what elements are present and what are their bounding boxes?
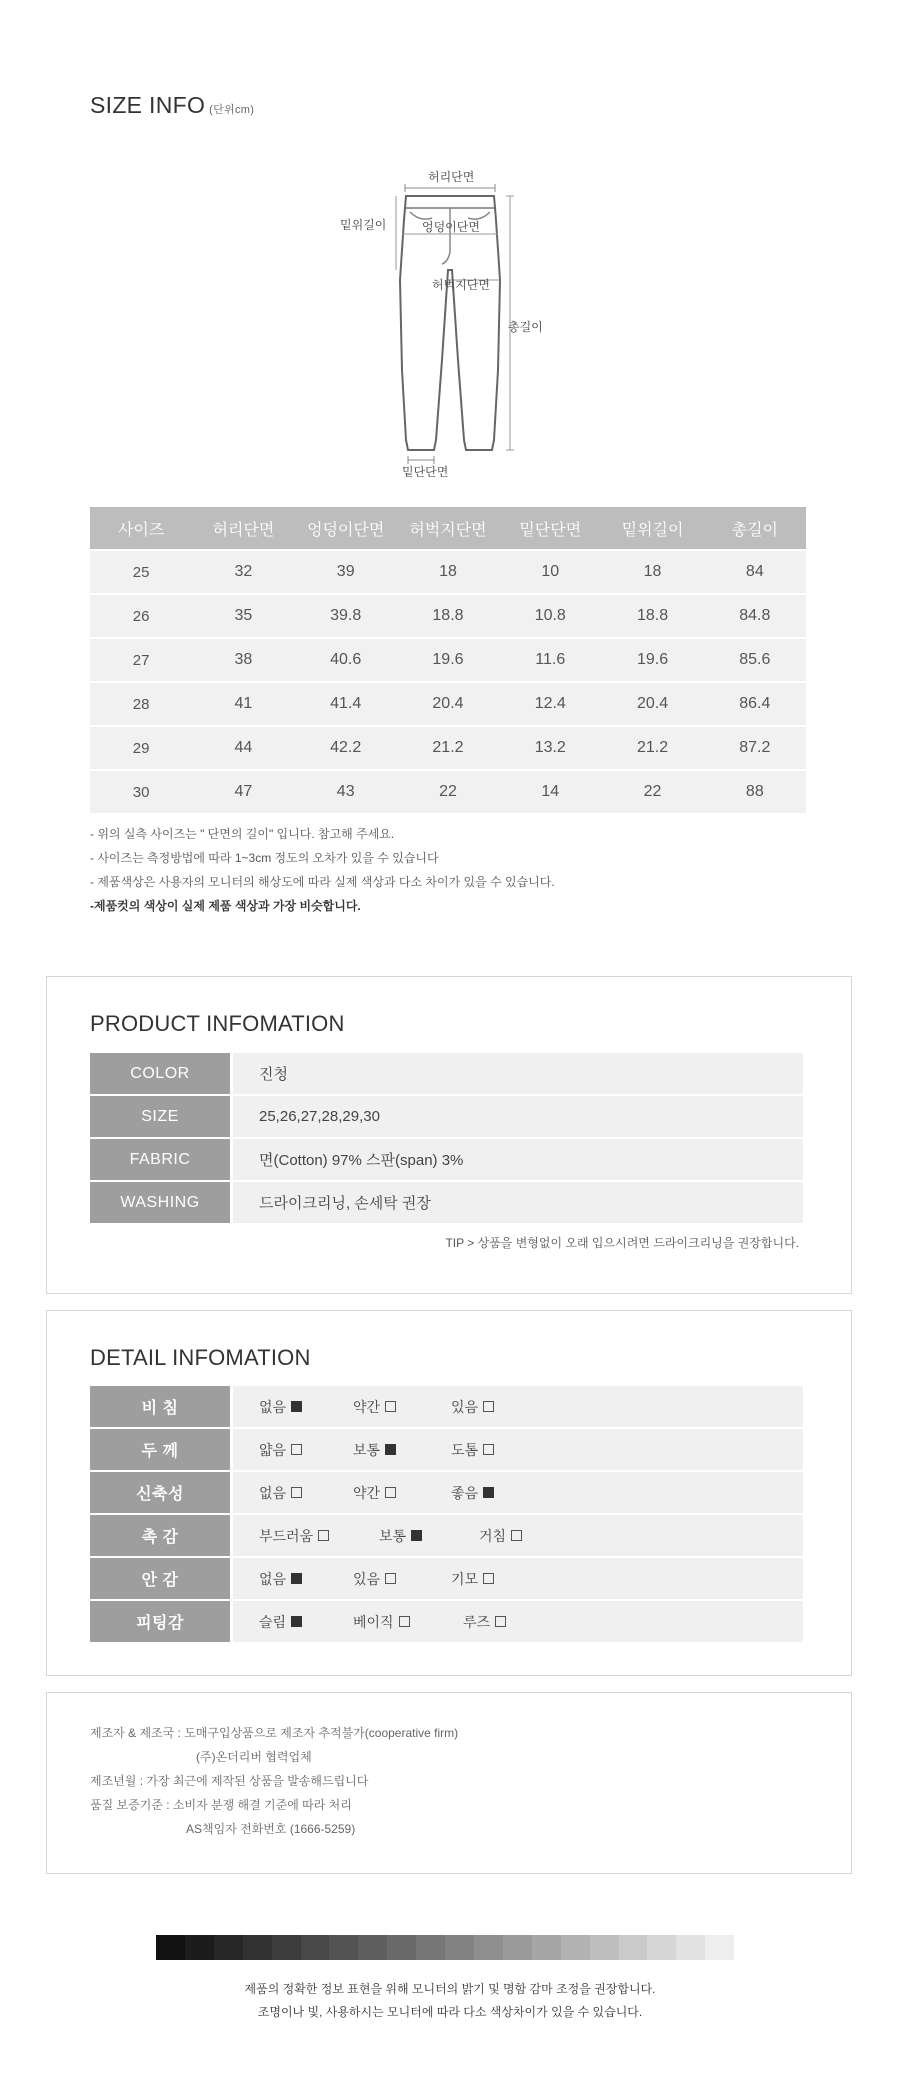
note-line: - 제품색상은 사용자의 모니터의 해상도에 따라 실제 색상과 다소 차이가 있을 수 있습니다. xyxy=(90,875,555,889)
gray-swatch xyxy=(358,1935,387,1960)
table-cell: 27 xyxy=(132,651,150,669)
table-cell: 84.8 xyxy=(739,607,771,624)
option-label: 약간 xyxy=(353,1398,381,1415)
checked-box-icon xyxy=(483,1487,494,1498)
table-row xyxy=(90,639,806,681)
empty-box-icon xyxy=(483,1444,494,1455)
table-row xyxy=(90,683,806,725)
table-cell: 25 xyxy=(132,563,150,581)
notice-line: 제품의 정확한 정보 표현을 위해 모니터의 밝기 및 명함 감마 조정을 권장합니다. xyxy=(244,1982,656,1996)
manufacturer-line: 제조년월 : 가장 최근에 제작된 상품을 발송해드립니다 xyxy=(90,1774,369,1788)
table-cell: 39 xyxy=(336,563,355,580)
empty-box-icon xyxy=(399,1616,410,1627)
option-label: 보통 xyxy=(379,1527,407,1544)
note-line: - 사이즈는 측정방법에 따라 1~3cm 정도의 오차가 있을 수 있습니다 xyxy=(90,851,439,865)
table-cell: 38 xyxy=(234,651,253,668)
option xyxy=(259,1440,302,1460)
row-label: WASHING xyxy=(90,1182,230,1223)
gray-swatch xyxy=(619,1935,648,1960)
empty-box-icon xyxy=(495,1616,506,1627)
option xyxy=(353,1569,396,1589)
table-cell: 84 xyxy=(745,563,764,580)
note-line: - 위의 실측 사이즈는 " 단면의 길이" 입니다. 참고해 주세요. xyxy=(90,827,395,841)
row-label: 촉 감 xyxy=(90,1515,230,1556)
table-row xyxy=(90,551,806,593)
option xyxy=(353,1440,396,1460)
option xyxy=(259,1397,302,1417)
table-cell: 18 xyxy=(643,563,662,580)
option xyxy=(451,1483,494,1503)
option-label: 보통 xyxy=(353,1441,381,1458)
table-cell: 41.4 xyxy=(330,695,362,712)
product-info-row-color xyxy=(90,1053,803,1094)
empty-box-icon xyxy=(483,1401,494,1412)
table-cell: 22 xyxy=(643,783,662,800)
checked-box-icon xyxy=(291,1401,302,1412)
table-cell: 43 xyxy=(336,783,355,800)
table-cell: 41 xyxy=(234,695,253,712)
detail-info-table xyxy=(90,1386,803,1644)
size-table-header xyxy=(90,507,806,549)
table-cell: 44 xyxy=(234,739,253,756)
table-cell: 21.2 xyxy=(636,739,669,756)
table-cell: 12.4 xyxy=(534,695,566,712)
table-cell: 18 xyxy=(439,563,457,580)
row-value: 25,26,27,28,29,30 xyxy=(233,1096,803,1137)
option-label: 부드러움 xyxy=(259,1527,314,1544)
table-cell: 19.6 xyxy=(636,651,669,668)
header-cell: 밑위길이 xyxy=(621,521,684,539)
row-options xyxy=(233,1558,803,1599)
table-cell: 32 xyxy=(234,563,253,580)
option xyxy=(463,1612,506,1632)
manufacturer-line: (주)온더리버 협력업체 xyxy=(196,1750,312,1764)
gray-swatch xyxy=(561,1935,590,1960)
detail-info-box xyxy=(46,1310,852,1676)
row-label: 두 께 xyxy=(90,1429,230,1470)
detail-info-row xyxy=(90,1386,803,1427)
option-label: 없음 xyxy=(259,1398,287,1415)
gray-swatch xyxy=(243,1935,272,1960)
option-label: 없음 xyxy=(259,1484,287,1501)
table-cell: 19.6 xyxy=(432,651,464,668)
option xyxy=(259,1612,302,1632)
table-cell: 35 xyxy=(234,607,253,624)
detail-info-row xyxy=(90,1601,803,1642)
pants-measurement-diagram xyxy=(330,160,570,490)
row-label: FABRIC xyxy=(90,1139,230,1180)
option xyxy=(451,1569,494,1589)
row-options xyxy=(233,1386,803,1427)
detail-info-title: DETAIL INFOMATION xyxy=(90,1345,311,1370)
table-row xyxy=(90,727,806,769)
manufacturer-line: AS책임자 전화번호 (1666-5259) xyxy=(186,1822,356,1836)
detail-info-row xyxy=(90,1515,803,1556)
row-label: 비 침 xyxy=(90,1386,230,1427)
checked-box-icon xyxy=(385,1444,396,1455)
option xyxy=(259,1483,302,1503)
option-label: 베이직 xyxy=(353,1613,394,1630)
checked-box-icon xyxy=(411,1530,422,1541)
table-cell: 40.6 xyxy=(330,651,362,668)
row-label: 피팅감 xyxy=(90,1601,230,1642)
gray-swatch xyxy=(156,1935,185,1960)
table-cell: 26 xyxy=(132,607,150,625)
label-rise: 밑위길이 xyxy=(340,218,387,232)
row-label: 신축성 xyxy=(90,1472,230,1513)
washing-tip: TIP > 상품을 변형없이 오래 입으시려면 드라이크리닝을 권장합니다. xyxy=(445,1236,799,1250)
option xyxy=(451,1440,494,1460)
gray-swatch xyxy=(590,1935,619,1960)
table-cell: 47 xyxy=(234,783,253,800)
table-cell: 30 xyxy=(132,783,150,801)
empty-box-icon xyxy=(385,1573,396,1584)
product-info-box xyxy=(46,976,852,1294)
option xyxy=(353,1483,396,1503)
product-info-table xyxy=(90,1053,803,1225)
product-info-title: PRODUCT INFOMATION xyxy=(90,1011,345,1036)
gray-swatch xyxy=(214,1935,243,1960)
table-cell: 18.8 xyxy=(432,607,464,624)
header-cell: 총길이 xyxy=(731,521,779,539)
header-cell: 엉덩이단면 xyxy=(307,521,385,539)
option xyxy=(259,1526,329,1546)
option xyxy=(259,1569,302,1589)
option xyxy=(353,1612,410,1632)
row-value: 진청 xyxy=(233,1053,803,1094)
row-options xyxy=(233,1515,803,1556)
table-cell: 39.8 xyxy=(330,607,362,624)
option xyxy=(379,1526,422,1546)
gray-swatch xyxy=(301,1935,330,1960)
table-cell: 13.2 xyxy=(534,739,566,756)
gray-swatch xyxy=(676,1935,705,1960)
label-hip: 엉덩이단면 xyxy=(422,220,480,234)
header-cell: 밑단단면 xyxy=(519,521,582,539)
empty-box-icon xyxy=(483,1573,494,1584)
table-cell: 21.2 xyxy=(432,739,464,756)
gray-swatch xyxy=(474,1935,503,1960)
table-cell: 29 xyxy=(132,739,150,757)
table-cell: 86.4 xyxy=(739,695,771,712)
product-info-row-size xyxy=(90,1096,803,1137)
table-cell: 11.6 xyxy=(535,651,566,668)
product-info-row-washing xyxy=(90,1182,803,1223)
option-label: 얇음 xyxy=(259,1441,287,1458)
manufacturer-line: 품질 보증기준 : 소비자 분쟁 해결 기준에 따라 처리 xyxy=(90,1798,352,1812)
option-label: 루즈 xyxy=(463,1613,491,1630)
notice-line: 조명이나 빛, 사용하시는 모니터에 따라 다소 색상차이가 있을 수 있습니다. xyxy=(257,2005,643,2019)
gray-swatch xyxy=(647,1935,676,1960)
empty-box-icon xyxy=(511,1530,522,1541)
header-cell: 허벅지단면 xyxy=(409,521,487,539)
manufacturer-lines xyxy=(90,1721,458,1841)
row-value: 면(Cotton) 97% 스판(span) 3% xyxy=(233,1139,803,1180)
option-label: 도톰 xyxy=(451,1441,479,1458)
gray-swatch xyxy=(445,1935,474,1960)
empty-box-icon xyxy=(291,1444,302,1455)
table-cell: 20.4 xyxy=(636,695,669,712)
table-row xyxy=(90,595,806,637)
option-label: 있음 xyxy=(353,1570,381,1587)
checked-box-icon xyxy=(291,1616,302,1627)
table-cell: 22 xyxy=(439,783,457,800)
gray-swatch xyxy=(416,1935,445,1960)
option xyxy=(353,1397,396,1417)
table-cell: 87.2 xyxy=(739,739,771,756)
option xyxy=(479,1526,522,1546)
grayscale-calibration-strip xyxy=(156,1935,734,1960)
option xyxy=(451,1397,494,1417)
row-options xyxy=(233,1472,803,1513)
table-cell: 18.8 xyxy=(636,607,669,624)
option-label: 좋음 xyxy=(451,1484,479,1501)
gray-swatch xyxy=(329,1935,358,1960)
label-length: 총길이 xyxy=(508,320,543,334)
empty-box-icon xyxy=(318,1530,329,1541)
checked-box-icon xyxy=(291,1573,302,1584)
row-options xyxy=(233,1429,803,1470)
option-label: 기모 xyxy=(451,1570,479,1587)
table-cell: 10.8 xyxy=(534,607,566,624)
row-label: SIZE xyxy=(90,1096,230,1137)
option-label: 약간 xyxy=(353,1484,381,1501)
table-cell: 88 xyxy=(745,783,764,800)
gray-swatch xyxy=(272,1935,301,1960)
gray-swatch xyxy=(387,1935,416,1960)
label-waist: 허리단면 xyxy=(428,170,475,184)
size-info-title-text: SIZE INFO xyxy=(90,92,206,118)
table-cell: 10 xyxy=(541,563,560,580)
empty-box-icon xyxy=(291,1487,302,1498)
empty-box-icon xyxy=(385,1487,396,1498)
manufacturer-line: 제조자 & 제조국 : 도매구입상품으로 제조자 추적불가(cooperative firm) xyxy=(90,1726,459,1740)
note-line-bold: -제품컷의 색상이 실제 제품 색상과 가장 비슷합니다. xyxy=(90,899,361,913)
row-options xyxy=(233,1601,803,1642)
size-table xyxy=(90,507,806,815)
gray-swatch xyxy=(705,1935,734,1960)
table-cell: 42.2 xyxy=(330,739,362,756)
label-hem: 밑단단면 xyxy=(402,465,449,479)
gray-swatch xyxy=(532,1935,561,1960)
product-info-row-fabric xyxy=(90,1139,803,1180)
header-cell: 허리단면 xyxy=(212,521,275,539)
table-cell: 85.6 xyxy=(739,651,771,668)
row-value: 드라이크리닝, 손세탁 권장 xyxy=(233,1182,803,1223)
detail-info-row xyxy=(90,1429,803,1470)
option-label: 있음 xyxy=(451,1398,479,1415)
option-label: 슬림 xyxy=(259,1613,287,1630)
table-row xyxy=(90,771,806,813)
table-cell: 14 xyxy=(541,783,560,800)
label-thigh: 허벅지단면 xyxy=(432,278,490,292)
gray-swatch xyxy=(503,1935,532,1960)
size-unit: (단위cm) xyxy=(209,104,255,116)
monitor-notice xyxy=(0,1978,900,2024)
row-label: 안 감 xyxy=(90,1558,230,1599)
option-label: 거침 xyxy=(479,1527,507,1544)
option-label: 없음 xyxy=(259,1570,287,1587)
gray-swatch xyxy=(185,1935,214,1960)
empty-box-icon xyxy=(385,1401,396,1412)
detail-info-row xyxy=(90,1472,803,1513)
size-info-title xyxy=(90,92,254,119)
size-notes xyxy=(90,822,555,918)
header-cell: 사이즈 xyxy=(117,521,165,539)
table-cell: 28 xyxy=(132,695,150,713)
row-label: COLOR xyxy=(90,1053,230,1094)
detail-info-row xyxy=(90,1558,803,1599)
manufacturer-info-box xyxy=(46,1692,852,1874)
table-cell: 20.4 xyxy=(432,695,464,712)
